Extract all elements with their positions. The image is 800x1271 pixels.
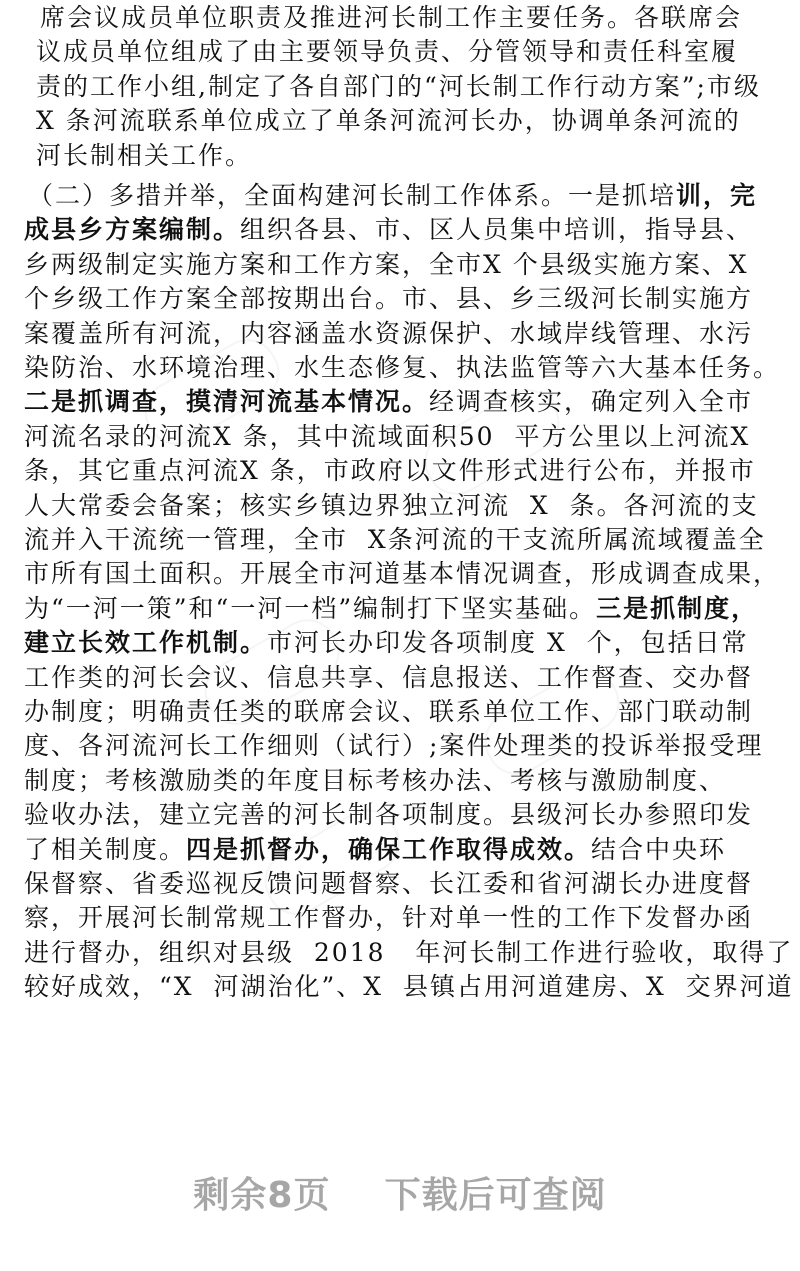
text-line	[24, 694, 800, 730]
text-segment: 席会议成员单位职责及推进河长制工作主要任务。各联席会	[40, 3, 743, 32]
text-line	[24, 384, 800, 420]
text-segment: 进行督办，组织对县级 2018 年河长制工作进行验收，取得了	[24, 937, 794, 967]
text-line	[24, 556, 800, 592]
text-segment: 河流名录的河流X 条，其中流域面积50 平方公里以上河流X	[24, 421, 751, 451]
text-segment: 市所有国土面积。开展全市河道基本情况调查，形成调查成果，	[24, 559, 781, 589]
text-segment: 个乡级工作方案全部按期出台。市、县、乡三级河长制实施方	[24, 284, 754, 314]
text-segment: （二）多措并举，全面构建河长制工作体系。一是抓培	[28, 181, 677, 210]
text-segment: 察，开展河长制常规工作督办，针对单一性的工作下发督办函	[24, 903, 754, 933]
text-line	[36, 138, 800, 174]
text-segment: 工作类的河长会议、信息共享、信息报送、工作督查、交办督	[24, 662, 754, 692]
text-segment: 染防治、水环境治理、水生态修复、执法监管等六大基本任务。	[24, 353, 781, 382]
text-line	[24, 625, 800, 661]
bold-text-segment: 四是抓督办，确保工作取得成效。	[186, 834, 592, 864]
text-segment: 河长制相关工作。	[36, 140, 253, 170]
text-line	[24, 935, 800, 971]
text-segment: 办制度；明确责任类的联席会议、联系单位工作、部门联动制	[24, 697, 754, 726]
text-segment: 责的工作小组,制定了各自部门的“河长制工作行动方案”;市级	[36, 71, 761, 101]
text-line	[28, 178, 800, 214]
text-line	[24, 488, 800, 524]
text-line	[24, 900, 800, 936]
text-line	[24, 522, 800, 558]
text-line	[24, 419, 800, 455]
text-line	[24, 728, 800, 764]
download-to-read-banner[interactable]	[0, 1168, 800, 1224]
text-line	[24, 969, 800, 1005]
text-segment: 人大常委会备案；核实乡镇边界独立河流 X 条。各河流的支	[24, 490, 759, 520]
bold-text-segment: 二是抓调查，摸清河流基本情况。	[24, 387, 430, 417]
text-line	[24, 212, 800, 248]
text-line	[24, 281, 800, 317]
text-line	[24, 660, 800, 696]
bold-text-segment: 建立长效工作机制。	[24, 628, 268, 658]
text-segment: 经调查核实，确定列入全市	[429, 387, 754, 417]
text-line	[40, 0, 800, 36]
text-line	[36, 34, 800, 70]
text-segment: 度、各河流河长工作细则（试行）;案件处理类的投诉举报受理	[24, 731, 764, 761]
text-line	[24, 316, 800, 352]
text-line	[24, 797, 800, 833]
text-segment: 市河长办印发各项制度 X 个，包括日常	[267, 628, 749, 658]
text-segment: 了相关制度。	[24, 834, 187, 864]
text-segment: 为“一河一策”和“一河一档”编制打下坚实基础。	[24, 593, 597, 623]
bold-text-segment: 训，完	[676, 181, 758, 210]
text-line	[36, 103, 800, 139]
text-line	[36, 69, 800, 105]
bold-text-segment: 成县乡方案编制。	[24, 215, 241, 245]
text-line	[24, 866, 800, 902]
text-segment: 保督察、省委巡视反馈问题督察、长江委和省河湖长办进度督	[24, 869, 754, 898]
text-segment: 组织各县、市、区人员集中培训，指导县、	[240, 215, 754, 245]
text-segment: 议成员单位组成了由主要领导负责、分管领导和责任科室履	[36, 37, 739, 67]
bold-text-segment: 三是抓制度，	[596, 593, 759, 623]
text-line	[24, 832, 800, 868]
text-segment: 案覆盖所有河流，内容涵盖水资源保护、水域岸线管理、水污	[24, 318, 754, 348]
text-segment: 较好成效，“X 河湖治化”、X 县镇占用河道建房、X 交界河道	[24, 972, 794, 1002]
text-segment: 乡两级制定实施方案和工作方案，全市X 个县级实施方案、X	[24, 249, 749, 279]
text-line	[24, 591, 800, 627]
download-to-view-text: 下载后可查阅	[384, 1175, 607, 1216]
text-segment: 条，其它重点河流X 条，市政府以文件形式进行公布，并报市	[24, 456, 756, 486]
text-line	[24, 763, 800, 799]
text-segment: 验收办法，建立完善的河长制各项制度。县级河长办参照印发	[24, 800, 754, 830]
text-line	[24, 350, 800, 386]
remaining-pages-text: 剩余8页	[193, 1175, 331, 1216]
text-segment: X 条河流联系单位成立了单条河流河长办，协调单条河流的	[36, 106, 741, 136]
text-segment: 结合中央环	[591, 834, 727, 864]
text-line	[24, 247, 800, 283]
text-segment: 制度；考核激励类的年度目标考核办法、考核与激励制度、	[24, 765, 727, 795]
text-line	[24, 453, 800, 489]
text-segment: 流并入干流统一管理，全市 X条河流的干支流所属流域覆盖全	[24, 525, 766, 554]
